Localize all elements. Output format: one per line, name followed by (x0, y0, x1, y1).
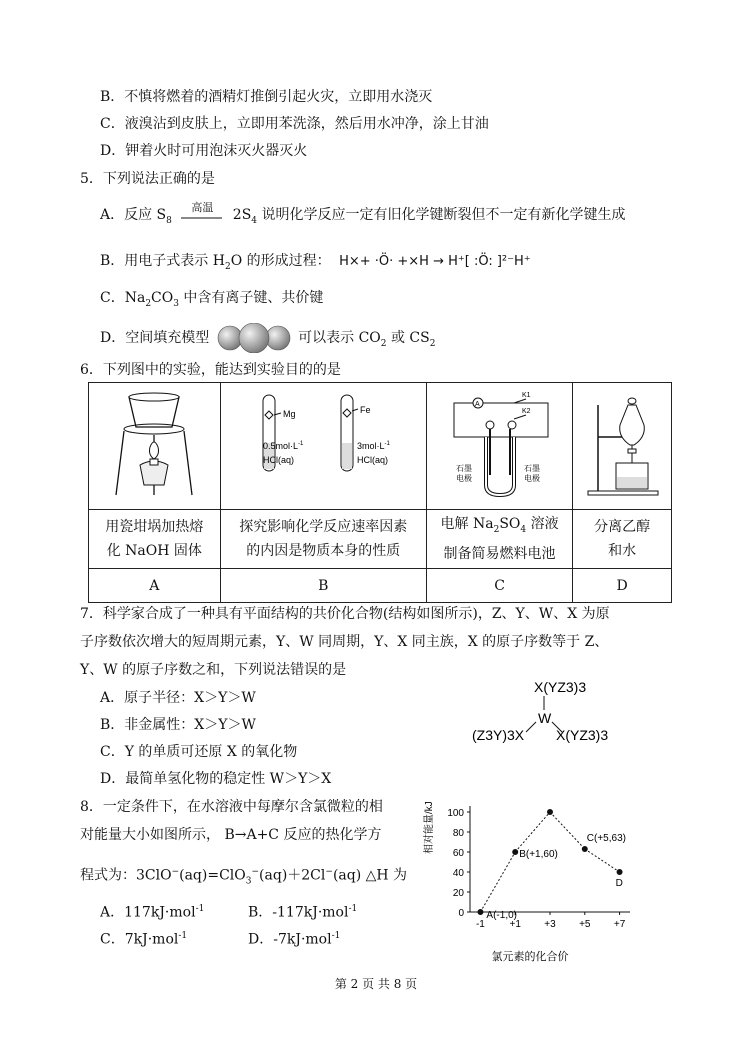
q4-option-b: B．不慎将燃着的酒精灯推倒引起火灾，立即用水浇灭 (100, 89, 433, 105)
c-right-electrode-label: 石墨 (523, 464, 540, 473)
series-segment (585, 849, 620, 872)
c-right-electrode-label2: 电极 (523, 474, 540, 483)
b-hcl1-label: HCl(aq) (263, 455, 295, 465)
k2-label: K2 (521, 408, 531, 415)
q7-option-a: A．原子半径：X＞Y＞W (100, 690, 256, 706)
experiment-b-desc: 探究影响化学反应速率因素 的内因是物质本身的性质 (220, 510, 426, 569)
x-tick-label: +3 (544, 919, 556, 930)
x-tick-label: +1 (509, 919, 521, 930)
y-tick-label: 0 (458, 908, 464, 919)
mg-label: Mg (283, 409, 296, 419)
q7-option-d: D．最简单氢化物的稳定性 W＞Y＞X (100, 771, 332, 787)
data-point (617, 869, 623, 875)
q5-option-b: B．用电子式表示 $H_2O$ 的形成过程： H×+ ·Ö· +×H → H⁺[ :Ö: ]²⁻H⁺ (100, 253, 531, 272)
b-hcl2-label: HCl(aq) (357, 455, 389, 465)
x-tick-label: +5 (579, 919, 591, 930)
q8-option-a: A．117kJ·mol$^{-1}$ (100, 904, 205, 921)
test-tubes-icon (223, 385, 423, 503)
series-segment (550, 812, 585, 849)
data-point (512, 849, 518, 855)
x-tick-label: -1 (475, 919, 485, 930)
experiment-c-label: C (426, 569, 572, 603)
structure-right-group: X(YZ3)3 (556, 727, 609, 743)
data-point (547, 809, 553, 815)
q8-option-d: D．-7kJ·mol$^{-1}$ (248, 931, 341, 948)
y-tick-label: 80 (452, 828, 464, 839)
experiment-c-image (426, 383, 572, 510)
y-tick-label: 60 (452, 848, 464, 859)
h2o-electron-formula: H×+ ·Ö· +×H → H⁺[ :Ö: ]²⁻H⁺ (339, 254, 531, 269)
q7-structure (460, 676, 630, 748)
q4-option-d: D．钾着火时可用泡沫灭火器灭火 (100, 143, 308, 159)
q6-stem: 6．下列图中的实验，能达到实验目的的是 (80, 362, 341, 378)
y-tick-label: 40 (452, 868, 464, 879)
experiment-d-image (573, 383, 672, 510)
q7-line3: Y、W 的原子序数之和，下列说法错误的是 (80, 662, 347, 678)
data-label: C(+5,63) (586, 833, 626, 844)
electrolysis-cell-icon (430, 385, 570, 503)
q5-option-c: C．$Na_2CO_3$ 中含有离子键、共价键 (100, 290, 324, 309)
space-filling-model-icon (214, 323, 294, 353)
data-label: A(-1,0) (486, 910, 517, 921)
q7-option-c: C．Y 的单质可还原 X 的氧化物 (100, 744, 298, 760)
q8-line3: 程式为：3ClO−(aq)=ClO$_3$−(aq)＋2Cl−(aq) △H 为 (80, 867, 408, 887)
q8-option-b: B．-117kJ·mol$^{-1}$ (248, 904, 358, 921)
y-tick-label: 20 (452, 888, 464, 899)
experiment-b-label: B (220, 569, 426, 603)
structure-center-atom: W (538, 710, 552, 726)
chart-ylabel: 相对能量/kJ (424, 801, 435, 854)
reaction-arrow-icon: 高温 (191, 201, 214, 214)
q7-option-b: B．非金属性：X＞Y＞W (100, 717, 256, 733)
experiment-a-desc: 用瓷坩埚加热熔 化 NaOH 固体 (89, 510, 221, 569)
data-label: D (615, 878, 623, 889)
experiment-a-image (89, 383, 221, 510)
experiment-a-label: A (89, 569, 221, 603)
data-label: B(+1,60) (519, 849, 558, 860)
q5-stem: 5．下列说法正确的是 (80, 171, 215, 187)
separatory-funnel-icon (574, 385, 670, 503)
crucible-heating-icon (94, 385, 214, 503)
data-point (582, 846, 588, 852)
b-conc2-label: $3mol\cdot L^{-1}$ (357, 441, 391, 451)
structure-top-group: X(YZ3)3 (534, 679, 587, 695)
q5-option-a: A．反应 $S_8$ 高温 $2S_4$ 说明化学反应一定有旧化学键断裂但不一定有新化学键生成 (100, 201, 626, 226)
experiment-d-label: D (573, 569, 672, 603)
y-tick-label: 100 (447, 808, 464, 819)
q7-line1: 7．科学家合成了一种具有平面结构的共价化合物(结构如图所示)，Z、Y、W、X 为原 (80, 606, 610, 622)
b-conc1-label: $0.5mol\cdot L^{-1}$ (263, 441, 304, 451)
chart-xlabel: 氯元素的化合价 (491, 951, 569, 963)
q8-line1: 8．一定条件下，在水溶液中每摩尔含氯微粒的相 (80, 799, 383, 815)
fe-label: Fe (360, 405, 371, 415)
series-segment (515, 812, 550, 852)
q8-line2: 对能量大小如图所示， B→A+C 反应的热化学方 (80, 827, 382, 843)
experiment-table (88, 382, 672, 603)
page-footer: 第 2 页 共 8 页 (334, 977, 418, 991)
x-tick-label: +7 (613, 919, 626, 930)
ammeter-label: A (474, 401, 480, 408)
k1-label: K1 (521, 392, 531, 399)
q7-line2: 子序数依次增大的短周期元素，Y、W 同周期，Y、X 同主族，X 的原子序数等于 Z、 (80, 634, 609, 650)
experiment-c-desc: 电解 $Na_2SO_4$ 溶液 制备简易燃料电池 (426, 510, 572, 569)
c-left-electrode-label: 石墨 (455, 464, 472, 473)
structure-left-group: (Z3Y)3X (472, 727, 525, 743)
experiment-b-image (220, 383, 426, 510)
q4-option-c: C．液溴沾到皮肤上，立即用苯洗涤，然后用水冲净，涂上甘油 (100, 116, 489, 132)
q8-option-c: C．7kJ·mol$^{-1}$ (100, 931, 188, 948)
series-segment (480, 852, 515, 912)
data-point (477, 909, 483, 915)
q5-option-d: D．空间填充模型 可以表示 $CO_2$ 或 $CS_2$ (100, 323, 435, 354)
c-left-electrode-label2: 电极 (455, 474, 472, 483)
energy-chart (420, 788, 660, 968)
experiment-d-desc: 分离乙醇 和水 (573, 510, 672, 569)
